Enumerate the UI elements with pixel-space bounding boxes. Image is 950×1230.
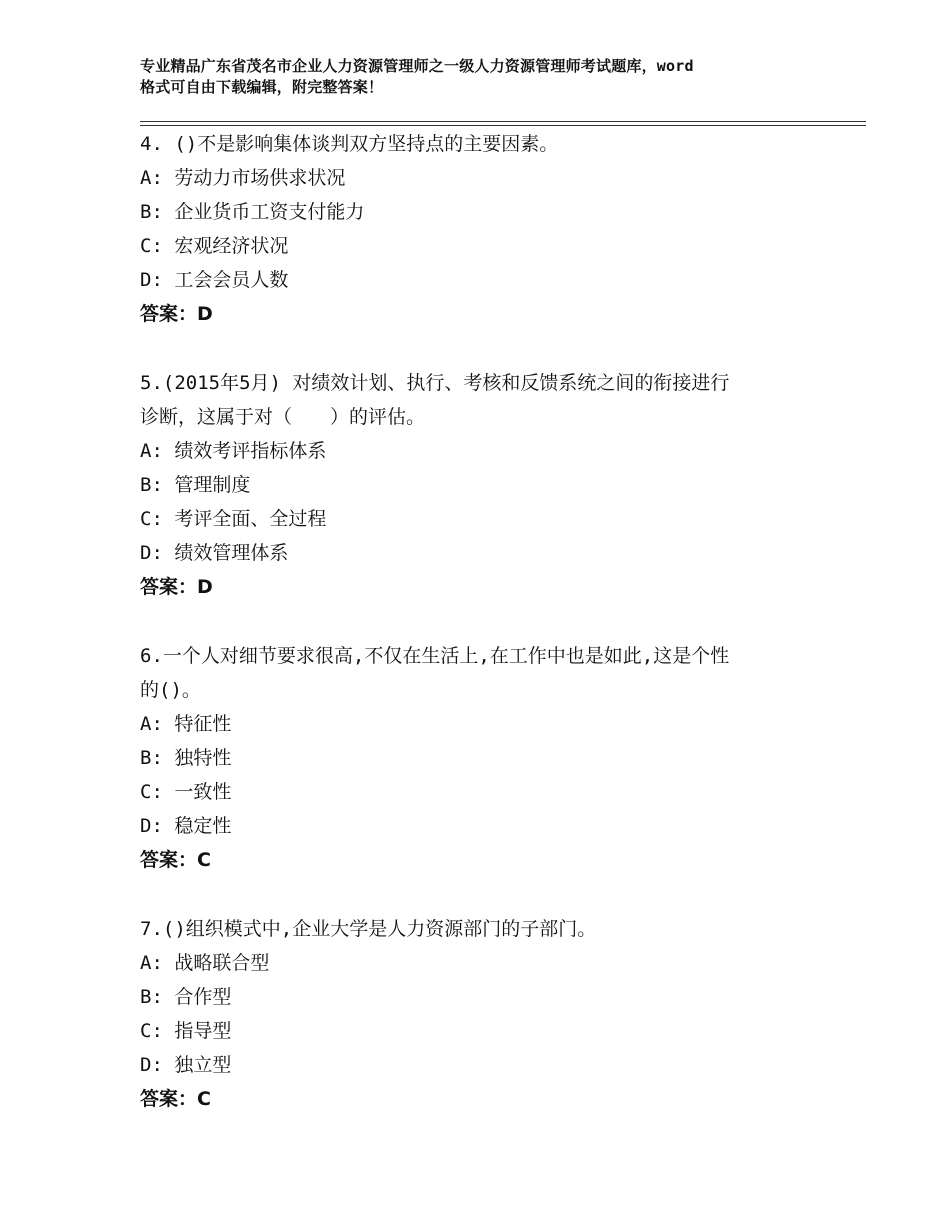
option-d: D: 工会会员人数 xyxy=(140,269,289,291)
header-rule-bottom xyxy=(140,125,866,126)
document-header xyxy=(140,56,830,98)
option-c: C: 一致性 xyxy=(140,781,232,803)
option-d: D: 独立型 xyxy=(140,1054,232,1076)
header-line-1: 专业精品广东省茂名市企业人力资源管理师之一级人力资源管理师考试题库，word xyxy=(140,57,694,75)
option-d: D: 稳定性 xyxy=(140,815,232,837)
answer: 答案：D xyxy=(140,303,213,325)
option-a: A: 特征性 xyxy=(140,713,232,735)
option-b: B: 管理制度 xyxy=(140,474,251,496)
question-stem-cont: 的()。 xyxy=(140,679,201,701)
question-7 xyxy=(140,912,830,1116)
option-c: C: 指导型 xyxy=(140,1020,232,1042)
option-a: A: 劳动力市场供求状况 xyxy=(140,167,346,189)
option-b: B: 企业货币工资支付能力 xyxy=(140,201,365,223)
question-5 xyxy=(140,366,830,604)
header-rule-top xyxy=(140,121,866,122)
question-stem: 4. ()不是影响集体谈判双方坚持点的主要因素。 xyxy=(140,133,559,155)
question-stem: 7.()组织模式中,企业大学是人力资源部门的子部门。 xyxy=(140,918,597,940)
option-d: D: 绩效管理体系 xyxy=(140,542,289,564)
answer: 答案：C xyxy=(140,849,211,871)
option-c: C: 宏观经济状况 xyxy=(140,235,289,257)
option-b: B: 独特性 xyxy=(140,747,232,769)
question-4 xyxy=(140,127,830,331)
option-c: C: 考评全面、全过程 xyxy=(140,508,327,530)
option-b: B: 合作型 xyxy=(140,986,232,1008)
question-stem-cont: 诊断，这属于对（ ）的评估。 xyxy=(140,406,426,428)
question-stem: 6.一个人对细节要求很高,不仅在生活上,在工作中也是如此,这是个性 xyxy=(140,645,730,667)
question-6 xyxy=(140,639,830,877)
option-a: A: 战略联合型 xyxy=(140,952,270,974)
option-a: A: 绩效考评指标体系 xyxy=(140,440,327,462)
answer: 答案：C xyxy=(140,1088,211,1110)
question-stem: 5.(2015年5月) 对绩效计划、执行、考核和反馈系统之间的衔接进行 xyxy=(140,372,730,394)
header-line-2: 格式可自由下载编辑，附完整答案！ xyxy=(140,78,384,96)
answer: 答案：D xyxy=(140,576,213,598)
